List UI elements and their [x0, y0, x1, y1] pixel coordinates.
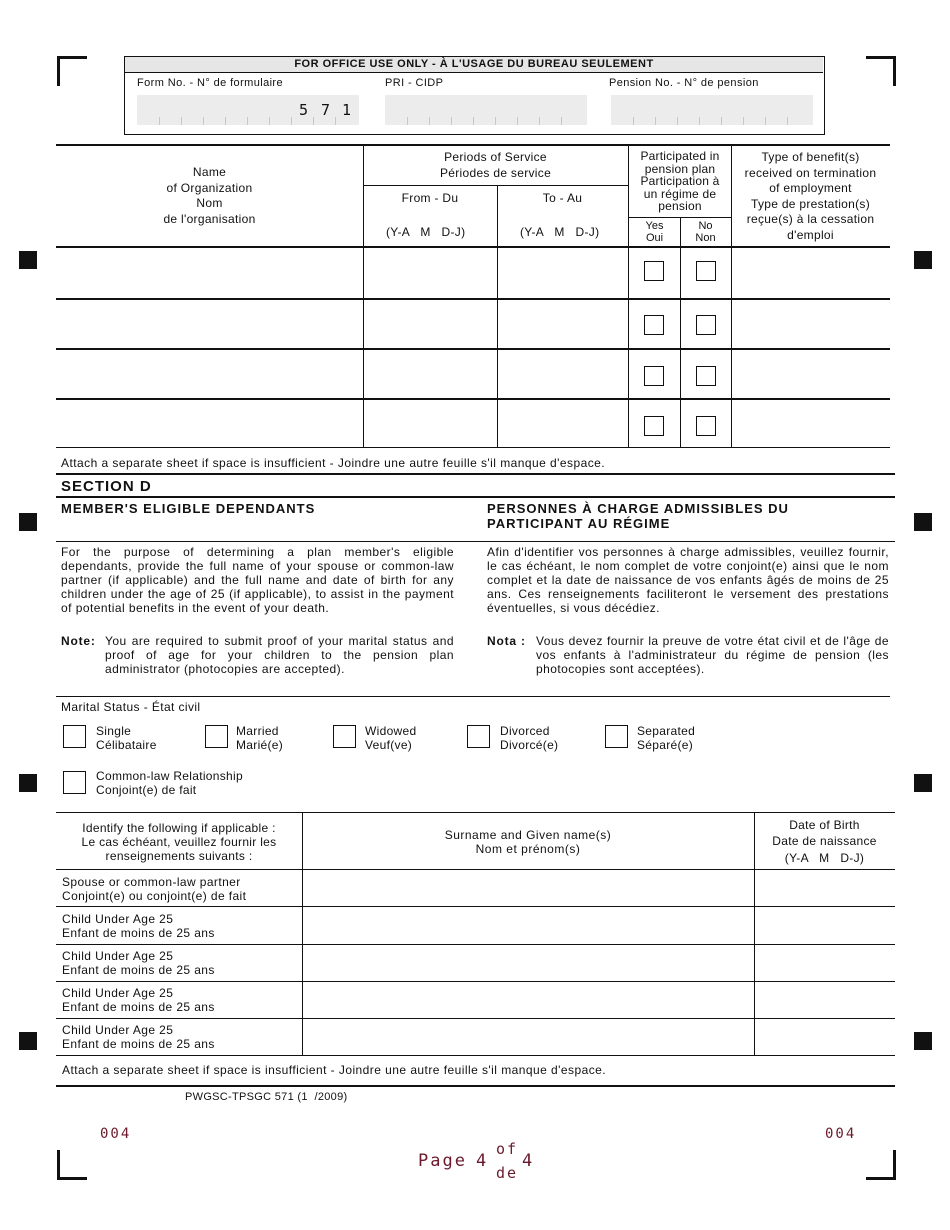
margin-square-left-1 — [19, 251, 37, 269]
margin-square-right-4 — [914, 1032, 932, 1050]
divorced-checkbox[interactable] — [467, 725, 490, 748]
corner-mark-top-right — [866, 56, 896, 86]
widowed-label: Widowed Veuf(ve) — [365, 724, 417, 752]
section-d-top-line — [56, 473, 895, 475]
dependant-row-1-label: Spouse or common-law partner Conjoint(e) ou conjoint(e) de fait — [62, 875, 247, 903]
note-en-text: You are required to submit proof of your marital status and proof of age for your children to the pension plan administrator (photocopies are accepted). — [105, 634, 454, 676]
dependant-row-5-label: Child Under Age 25 Enfant de moins de 25 ans — [62, 1023, 215, 1051]
employment-row-4-from[interactable] — [364, 400, 496, 446]
pension-no-field[interactable] — [611, 95, 813, 125]
employment-table-top — [56, 144, 890, 146]
dependant-row-2-dob-field[interactable] — [755, 907, 894, 943]
section-d-title-line — [56, 496, 895, 498]
section-d-title: SECTION D — [61, 478, 152, 495]
page-code-left: 004 — [100, 1126, 132, 1142]
periods-subheader-line — [363, 185, 628, 186]
employment-row-1-yes-checkbox[interactable] — [644, 261, 664, 281]
note-en-label: Note: — [61, 634, 96, 648]
employment-row-1-to[interactable] — [498, 248, 627, 297]
page-indicator — [418, 1140, 568, 1184]
yes-header: Yes Oui — [645, 220, 664, 244]
employment-row-3-benefit[interactable] — [732, 350, 889, 397]
form-no-digit-2: 7 — [321, 101, 331, 119]
margin-square-left-4 — [19, 1032, 37, 1050]
margin-square-right-3 — [914, 774, 932, 792]
employment-row-2-from[interactable] — [364, 300, 496, 347]
office-use-box — [124, 56, 825, 135]
marital-status-label: Marital Status - État civil — [61, 700, 201, 714]
pri-label: PRI - CIDP — [385, 77, 444, 89]
employment-row-2-organization[interactable] — [57, 300, 362, 347]
dependant-row-3-label: Child Under Age 25 Enfant de moins de 25 ans — [62, 949, 215, 977]
dependant-row-4-label: Child Under Age 25 Enfant de moins de 25 ans — [62, 986, 215, 1014]
widowed-checkbox[interactable] — [333, 725, 356, 748]
employment-row-4-yes-checkbox[interactable] — [644, 416, 664, 436]
employment-row-3-no-checkbox[interactable] — [696, 366, 716, 386]
section-d-heading-line — [56, 541, 895, 542]
pension-no-label: Pension No. - N° de pension — [609, 77, 759, 89]
employment-row-2-to[interactable] — [498, 300, 627, 347]
margin-square-left-2 — [19, 513, 37, 531]
form-no-label: Form No. - N° de formulaire — [137, 77, 284, 89]
dependant-row-4-name-field[interactable] — [303, 982, 753, 1017]
to-date-format: (Y-A M D-J) — [520, 225, 600, 239]
corner-mark-top-left — [57, 56, 87, 86]
margin-square-left-3 — [19, 774, 37, 792]
employment-table-bottom — [56, 447, 890, 448]
divorced-label: Divorced Divorcé(e) — [500, 724, 559, 752]
dependant-row-3-dob-field[interactable] — [755, 945, 894, 980]
employment-row-4-organization[interactable] — [57, 400, 362, 446]
dependant-row-2-name-field[interactable] — [303, 907, 753, 943]
date-of-birth-header: Date of Birth Date de naissance (Y-A M D-J) — [772, 818, 877, 865]
participated-header: Participated in pension plan Participation à un régime de pension — [640, 149, 720, 213]
employment-row-2-yes-checkbox[interactable] — [644, 315, 664, 335]
dependants-table-bottom — [56, 1055, 895, 1056]
margin-square-right-2 — [914, 513, 932, 531]
dependant-row-5-dob-field[interactable] — [755, 1019, 894, 1054]
name-of-organization-header: Name of Organization Nom de l'organisation — [163, 165, 256, 226]
de-word: de — [496, 1164, 519, 1182]
page-number: 4 — [476, 1151, 489, 1171]
form-no-field[interactable] — [137, 95, 359, 125]
single-label: Single Célibataire — [96, 724, 157, 752]
employment-row-3-to[interactable] — [498, 350, 627, 397]
employment-row-1-organization[interactable] — [57, 248, 362, 297]
form-no-digit-1: 5 — [299, 101, 309, 119]
dependant-row-5-name-field[interactable] — [303, 1019, 753, 1054]
to-header: To - Au — [542, 191, 583, 205]
no-header: No Non — [695, 220, 716, 244]
office-use-header: FOR OFFICE USE ONLY - À L'USAGE DU BUREAU SEULEMENT — [125, 57, 823, 73]
employment-row-1-from[interactable] — [364, 248, 496, 297]
common-law-label: Common-law Relationship Conjoint(e) de fait — [96, 769, 243, 797]
note-fr-text: Vous devez fournir la preuve de votre état civil et de l'âge de vos enfants à l'administrateur du régime de pension (les photocopies sont acceptées). — [536, 634, 889, 676]
section-d-body-fr: Afin d'identifier vos personnes à charge admissibles, veuillez fournir, le cas échéant, le nom complet de votre conjoint(e) ainsi que le nom complet et la date de naissance de vos enfants âgés de moins de 25 ans. Ces renseignements faciliteront le versement des prestations éventuelles, si vous décédiez. — [487, 545, 889, 615]
dependant-row-3-name-field[interactable] — [303, 945, 753, 980]
pri-field[interactable] — [385, 95, 587, 125]
dependants-table-top — [56, 812, 895, 813]
employment-row-4-benefit[interactable] — [732, 400, 889, 446]
dependant-row-2-label: Child Under Age 25 Enfant de moins de 25 ans — [62, 912, 215, 940]
from-date-format: (Y-A M D-J) — [386, 225, 466, 239]
col-line-yes — [680, 217, 681, 447]
employment-row-2-no-checkbox[interactable] — [696, 315, 716, 335]
periods-of-service-header: Periods of Service Périodes de service — [439, 150, 552, 180]
employment-row-4-no-checkbox[interactable] — [696, 416, 716, 436]
identify-header: Identify the following if applicable : Le cas échéant, veuillez fournir les renseignements suivants : — [81, 821, 277, 863]
separated-checkbox[interactable] — [605, 725, 628, 748]
margin-square-right-1 — [914, 251, 932, 269]
employment-row-1-benefit[interactable] — [732, 248, 889, 297]
note-fr-label: Nota : — [487, 634, 526, 648]
employment-row-4-to[interactable] — [498, 400, 627, 446]
single-checkbox[interactable] — [63, 725, 86, 748]
married-checkbox[interactable] — [205, 725, 228, 748]
married-label: Married Marié(e) — [236, 724, 284, 752]
dependant-row-4-dob-field[interactable] — [755, 982, 894, 1017]
dependant-row-1-name-field[interactable] — [303, 870, 753, 905]
benefit-type-header: Type of benefit(s) received on termination of employment Type de prestation(s) reçue(s) à la cessation d'emploi — [744, 150, 877, 242]
employment-row-3-yes-checkbox[interactable] — [644, 366, 664, 386]
corner-mark-bottom-right — [866, 1150, 896, 1180]
common-law-checkbox[interactable] — [63, 771, 86, 794]
employment-row-3-organization[interactable] — [57, 350, 362, 397]
surname-header: Surname and Given name(s) Nom et prénom(s) — [444, 828, 612, 856]
form-code: PWGSC-TPSGC 571 (1 /2009) — [185, 1091, 348, 1103]
form-bottom-line — [56, 1085, 895, 1087]
corner-mark-bottom-left — [57, 1150, 87, 1180]
employment-attach-note: Attach a separate sheet if space is insufficient - Joindre une autre feuille s'il manque d'espace. — [61, 456, 606, 470]
dependants-attach-note: Attach a separate sheet if space is insufficient - Joindre une autre feuille s'il manque d'espace. — [62, 1063, 607, 1077]
from-header: From - Du — [401, 191, 459, 205]
separated-label: Separated Séparé(e) — [637, 724, 696, 752]
page-total: 4 — [522, 1151, 535, 1171]
of-word: of — [496, 1140, 519, 1158]
section-d-heading-fr: PERSONNES À CHARGE ADMISSIBLES DU PARTICIPANT AU RÉGIME — [487, 501, 789, 531]
marital-top-line — [56, 696, 890, 697]
employment-row-1-no-checkbox[interactable] — [696, 261, 716, 281]
page-word: Page — [418, 1151, 467, 1171]
page-code-right: 004 — [825, 1126, 857, 1142]
form-no-digit-3: 1 — [342, 101, 352, 119]
section-d-heading-en: MEMBER'S ELIGIBLE DEPENDANTS — [61, 501, 316, 516]
dependant-row-1-dob-field[interactable] — [755, 870, 894, 905]
employment-row-3-from[interactable] — [364, 350, 496, 397]
section-d-body-en: For the purpose of determining a plan member's eligible dependants, provide the full name of your spouse or common-law partner (if applicable) and the full name and date of birth for any children under the age of 25 (if applicable), to assist in the payment of potential benefits in the event of your death. — [61, 545, 454, 615]
employment-row-2-benefit[interactable] — [732, 300, 889, 347]
